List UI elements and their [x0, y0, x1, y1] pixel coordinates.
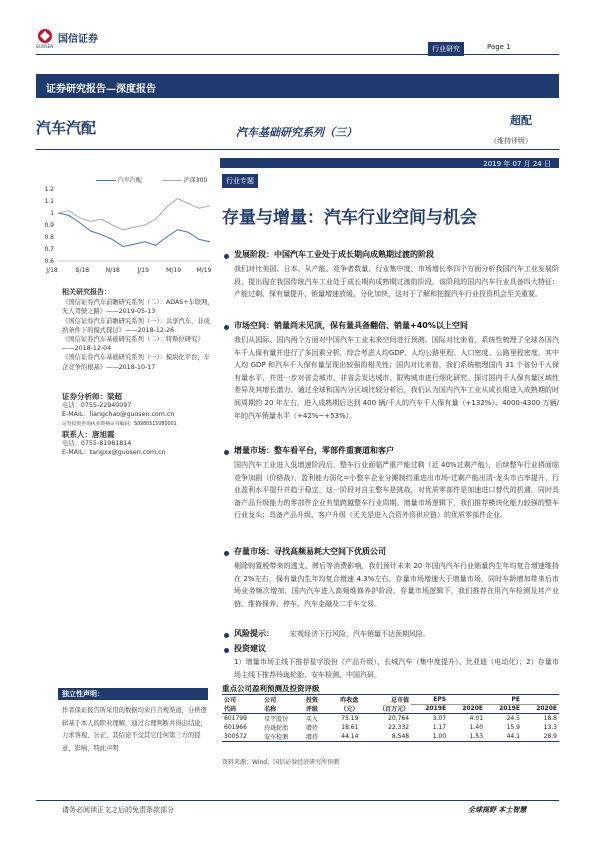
- banner-title: 证券研究报告—深度报告: [46, 84, 156, 95]
- table-header-row: [222, 704, 559, 714]
- table-cell: 星宇股份: [264, 716, 289, 723]
- title-rule: [36, 149, 559, 150]
- rating: 超配: [510, 114, 532, 127]
- section-title: 投资建议: [234, 644, 266, 653]
- table-cell: 18.8: [543, 715, 557, 722]
- independence-header: [58, 688, 208, 700]
- table-header-cell: [448, 695, 485, 704]
- table-cell: 玲珑轮胎: [264, 725, 289, 732]
- section-title: 市场空间：销量尚未见顶，保有量具备翻倍、销量+40%以上空间: [234, 321, 468, 330]
- logo: [36, 28, 96, 50]
- bullet-icon: [224, 254, 229, 259]
- bullet-icon: [224, 551, 229, 556]
- table-cell: 1.40: [469, 724, 484, 731]
- legend-auto: 汽车汽配: [117, 177, 142, 184]
- logo-sub: GUOSEN: [36, 44, 54, 49]
- table-header-cell: 投资: [305, 697, 318, 704]
- related-item: 《国信证券汽车基础研究系列（二）：特斯拉研究》——2018-12-04: [62, 336, 204, 353]
- contact-phone: 电话：0755-81981814: [62, 440, 132, 448]
- table-cell: 1.00: [432, 733, 447, 740]
- table-header-cell: 名称: [264, 706, 277, 713]
- footer-slogan: 全球视野 本土智慧: [468, 806, 527, 814]
- table-cell: 8,548: [391, 733, 410, 740]
- section-text: 宏观经济下行风险，汽车销量不达预期风险。: [290, 630, 430, 638]
- header-rule: [36, 54, 559, 55]
- analyst-email: E-MAIL：liangchao@guosen.com.cn: [62, 411, 175, 419]
- related-heading: 相关研究报告：: [62, 288, 111, 296]
- table-cell: 44.14: [341, 733, 359, 740]
- headline: 存量与增量：汽车行业空间与机会: [222, 208, 477, 228]
- legend-swatch-auto: [96, 180, 116, 181]
- date-bar: [220, 158, 559, 168]
- logo-text: 国信证券: [58, 34, 98, 45]
- analyst-phone: 电话：0755-22940097: [62, 402, 132, 410]
- table-header-cell: 2020E: [462, 705, 484, 713]
- x-tick-label: N/18: [105, 267, 120, 274]
- table-cell: 15.9: [506, 724, 520, 731]
- table-cell: 安车检测: [264, 734, 289, 741]
- legend-hs300: 沪深300: [183, 177, 208, 184]
- performance-chart: [36, 183, 216, 283]
- table-header-cell: 2019E: [425, 705, 447, 713]
- section-text: 剔除购置税带来的透支、滞后等消费影响，我们预计未来 20 年国内汽车行业销量内生年均复合增速维持在 2%左右，保有量内生年均复合增速 4.3%左右。存量市场增速大于增量市场，同时车龄增加带来后市场业务频次增加，国内汽车进入高频维修养护阶段，存量市场逻辑下，我们推荐在用汽车检测及其产业链、维修保养、停车、汽车金融及二手车交易。: [234, 562, 559, 608]
- table-header-cell: （元）: [340, 706, 359, 713]
- y-tick-label: 0.9: [44, 222, 54, 229]
- table-cell: 28.9: [543, 733, 557, 740]
- section-title: 增量市场：整车看平台，零部件重赛道和客户: [234, 446, 394, 455]
- y-tick-label: 1: [50, 210, 54, 217]
- table-header-cell: 代码: [224, 706, 237, 713]
- table-header-cell: 公司: [224, 697, 237, 704]
- bullet-icon: [224, 325, 229, 330]
- y-tick-label: 0.6: [44, 258, 54, 265]
- tag-badge: 行业专题: [222, 174, 258, 188]
- table-cell: 4.01: [469, 715, 484, 722]
- table-header-cell: （百万元）: [379, 706, 410, 713]
- table-row: [222, 723, 559, 732]
- page-number: Page 1: [487, 43, 511, 51]
- rating-note: （维持评级）: [490, 137, 532, 145]
- table-cell: 18.61: [341, 724, 359, 731]
- footer-disclaimer: 请务必阅读正文之后的免责条款部分: [62, 806, 174, 814]
- independence-heading: 独立性声明：: [62, 690, 104, 698]
- table-header-cell: 公司: [264, 697, 277, 704]
- table-cell: 601966: [224, 724, 247, 731]
- table-row: [222, 714, 559, 724]
- table-cell: 300572: [224, 733, 247, 740]
- related-item: 《国信证券汽车前瞻研究系列（一）：共享汽车，非成熟条件下的模式探讨》——2018-12-26: [62, 317, 210, 334]
- table-cell: 增持: [305, 734, 318, 741]
- y-tick-label: 0.7: [44, 246, 54, 253]
- table-cell: 601799: [224, 715, 247, 722]
- analyst-cert: 证券投资咨询执业资格证书编码：S0980515080001: [62, 421, 177, 427]
- section-title: 发展阶段：中国汽车工业处于成长期向成熟期过渡的阶段: [234, 250, 434, 259]
- contact-name: 联系人：唐旭霞: [62, 429, 115, 439]
- bullet-icon: [224, 648, 229, 653]
- table-header-cell: 昨收盘: [340, 697, 359, 704]
- table-cell: 1.17: [432, 724, 447, 731]
- independence-text: 作者保证报告所采用的数据均来自合规渠道，分析逻辑基于本人的职业理解，通过合理判断并得出结论，力求客观、公正，其结论不受其它任何第三方的授意、影响，特此声明: [62, 707, 207, 752]
- report-banner: [36, 74, 559, 98]
- section-title: 风险提示：: [234, 629, 274, 638]
- table-header-cell: PE: [485, 695, 522, 704]
- table-header-cell: 2019E: [499, 705, 520, 713]
- section-text: 我们从国际、国内两个方面对中国汽车工业未来空间进行预测。国际对比来看，系统性梳理了全球各国汽车千人保有量并进行了多因素分析，综合考虑人均GDP、人均公路里程、人口密度、公路里程密度，其中人均 GDP 和汽车千人保有量呈现出较强的相关性；国内对比来看，我们系统梳理国内 31 个省份千人保有量水平，并进一步对省会城市、非省会发达城市、限购城市进行细化研究。探讨国内千人保有量区域性差异及其增长潜力。通过全球和国内分区域比较分析后，我们认为国内汽车工业从成长期进入成熟期的时间周期约 20 年左右，进入成熟期后达到 400 辆/千人的汽车千人保有量（+132%）、4000-4300 万辆/年的汽车销量水平（+42%~+53%）。: [234, 336, 559, 420]
- legend-swatch-hs300: [162, 180, 182, 181]
- y-tick-label: 1.2: [44, 186, 54, 193]
- industry-name: 汽车汽配: [36, 119, 97, 137]
- table-cell: 24.5: [506, 715, 520, 722]
- table-cell: 20,764: [388, 715, 410, 722]
- table-cell: 1.53: [469, 733, 484, 740]
- table-header-cell: 2020E: [536, 705, 557, 713]
- x-tick-label: S/18: [75, 267, 90, 274]
- table-header-row: [222, 695, 559, 704]
- section-text: 1）增量市场主线下推荐星宇股份（产品升级）、长城汽车（集中度提升）、比亚迪（电动化）；2）存量市场主线下推荐玲珑轮胎、安车检测、中国汽研。: [234, 658, 559, 679]
- table-row: [222, 732, 559, 741]
- table-cell: 44.1: [506, 733, 520, 740]
- forecast-table: [222, 694, 559, 742]
- y-tick-label: 1.1: [44, 198, 54, 205]
- x-tick-label: J/18: [46, 267, 58, 274]
- footer-rule: [36, 800, 559, 801]
- table-cell: 3.07: [432, 715, 447, 722]
- related-item: 《国信证券汽车基础研究系列（一）：模块化平台，车企竞争的根基》——2018-10-17: [62, 354, 210, 371]
- series-title: 汽车基础研究系列（三）: [236, 126, 357, 139]
- related-research: [62, 288, 214, 372]
- contact-email: E-MAIL：tangxx@guosen.com.cn: [62, 449, 166, 457]
- analyst-info: [62, 392, 214, 457]
- report-date: 2019 年 07 月 24 日: [483, 160, 551, 168]
- x-tick-label: M/19: [166, 267, 182, 274]
- table-cell: 增持: [305, 725, 318, 732]
- analyst-name: 证券分析师：梁超: [62, 392, 122, 401]
- table-header-cell: 总市值: [391, 697, 410, 704]
- table-cell: 买入: [305, 716, 318, 723]
- table-cell: 75.19: [341, 715, 359, 722]
- x-tick-label: J/19: [137, 267, 149, 274]
- y-tick-label: 0.8: [44, 234, 54, 241]
- table-header-cell: 评级: [305, 706, 318, 713]
- table-cell: 13.3: [543, 724, 557, 731]
- table-title: 重点公司盈利预测及投资评级: [222, 684, 320, 693]
- x-tick-label: M/19: [196, 267, 212, 274]
- section-text: 我们对比美国、日本、从产能、竞争者数量、行业集中度、市场增长率四个方面分析我国汽车工业发展阶段，提出现在我国传统汽车工业处于成长期向成熟期过渡的阶段。该阶段的国内汽车行业具备四大特征：产能过剩、保有量提升、销量增速放缓、分化加快，这对于了解和把握汽车行业投资机会至关重要。: [234, 265, 559, 299]
- series-line: [58, 199, 210, 230]
- table-header-cell: EPS: [411, 695, 448, 704]
- section-text: 国内汽车工业进入低增速阶段后，整车行业面临严重产能过剩（近 40%过剩产能），后续整车行业将面临竞争加剧（价格战），盈利能力弱化=小整车企业分摊制约重进出市场-过剩产能出清-龙头市占率提升，行业盈利水平提升并趋于稳定，这一阶段对自主整车是挑战，对优质零部件是加速进口替代的机遇，同时具备产品升级能力的零部件企业有望跨越整车行业周期。增量市场逻辑下，我们推荐模块化能力较强的整车行业龙头；具备产品升级、客户升级（无关是进入合资外资供应链）的优质零部件企业。: [234, 461, 559, 520]
- report-type-badge: 行业研究: [428, 42, 464, 56]
- table-cell: 22,332: [388, 724, 410, 731]
- related-item: 《国信证券汽车前瞻研究系列（二）：ADAS+车联网，无人驾驶之路》——2019-05-13: [62, 299, 214, 316]
- table-header-cell: [522, 695, 559, 704]
- bullet-icon: [224, 450, 229, 455]
- bullet-icon: [224, 633, 229, 638]
- section-title: 存量市场：寻找高频易耗大空间下优质公司: [234, 547, 386, 556]
- table-source: 资料来源：Wind、国信证券经济研究所预测: [222, 759, 340, 766]
